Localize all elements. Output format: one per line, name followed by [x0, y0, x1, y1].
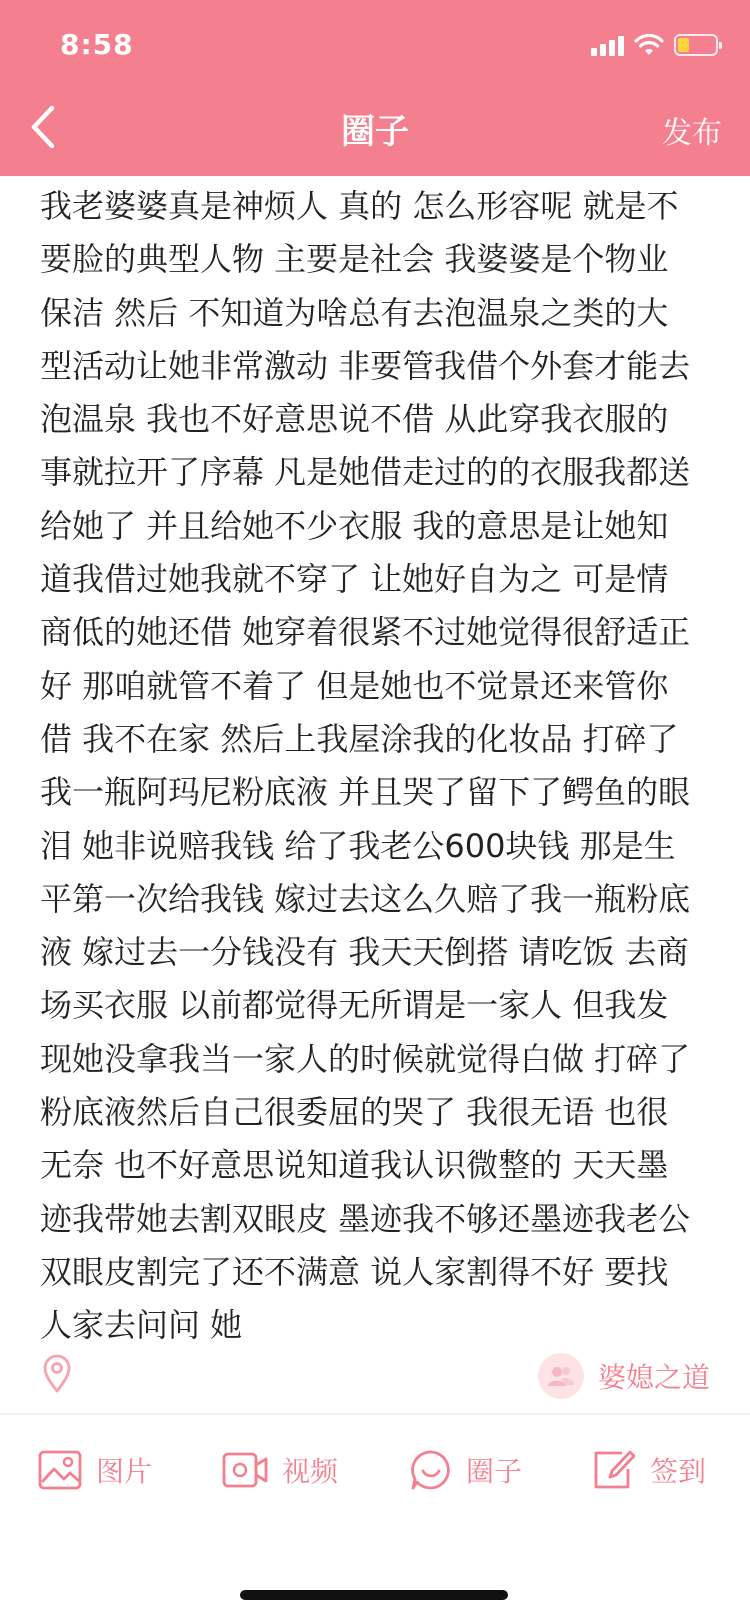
checkin-label: 签到	[650, 1455, 707, 1488]
circle-button[interactable]	[410, 1440, 522, 1500]
image-label: 图片	[96, 1455, 153, 1488]
circle-name: 婆媳之道	[597, 1361, 710, 1394]
circle-label: 圈子	[466, 1455, 523, 1488]
divider	[0, 1413, 750, 1415]
post-toolbar	[0, 1440, 750, 1510]
status-icons	[591, 30, 718, 60]
location-pin-icon[interactable]	[40, 1354, 74, 1394]
signal-icon	[591, 34, 624, 56]
video-camera-icon	[222, 1450, 268, 1490]
users-icon	[547, 1365, 575, 1387]
battery-icon	[674, 34, 718, 56]
publish-button[interactable]: 发布	[662, 116, 722, 151]
video-label: 视频	[282, 1455, 339, 1488]
post-textarea[interactable]: 我老婆婆真是神烦人 真的 怎么形容呢 就是不要脸的典型人物 主要是社会 我婆婆是个物业保洁 然后 不知道为啥总有去泡温泉之类的大型活动让她非常激动 非要管我借个外套才能去泡温泉 我也不好意思说不借 从此穿我衣服的事就拉开了序幕 凡是她借走过的的衣服我都送给她了 并且给她不少衣服 我的意思是让她知道我借过她我就不穿了 让她好自为之 可是情商低的她还借 她穿着很紧不过她觉得很舒适正好 那咱就管不着了 但是她也不觉景还来管你借 我不在家 然后上我屋涂我的化妆品 打碎了我一瓶阿玛尼粉底液 并且哭了留下了鳄鱼的眼泪 她非说赔我钱 给了我老公600块钱 那是生平第一次给我钱 嫁过去这么久赔了我一瓶粉底液 嫁过去一分钱没有 我天天倒搭 请吃饭 去商场买衣服 以前都觉得无所谓是一家人 但我发现她没拿我当一家人的时候就觉得白做 打碎了粉底液然后自己很委屈的哭了 我很无语 也很无奈 也不好意思说知道我认识微整的 天天墨迹我带她去割双眼皮 墨迹我不够还墨迹我老公 双眼皮割完了还不满意 说人家割得不好 要找人家去问问 她	[40, 187, 691, 1345]
circle-chat-icon	[410, 1449, 452, 1491]
post-meta-row	[0, 1350, 750, 1402]
wifi-icon	[634, 33, 664, 57]
video-button[interactable]	[222, 1440, 338, 1500]
image-button[interactable]	[38, 1440, 152, 1500]
edit-pen-icon	[592, 1449, 636, 1491]
status-time: 8:58	[60, 28, 134, 61]
post-content[interactable]	[40, 180, 700, 1350]
checkin-button[interactable]	[592, 1440, 706, 1500]
page-title: 圈子	[341, 112, 409, 152]
circle-avatar	[538, 1353, 584, 1399]
image-icon	[38, 1450, 82, 1490]
home-indicator[interactable]	[240, 1590, 508, 1600]
app-header	[0, 0, 750, 176]
circle-tag[interactable]	[538, 1350, 710, 1402]
